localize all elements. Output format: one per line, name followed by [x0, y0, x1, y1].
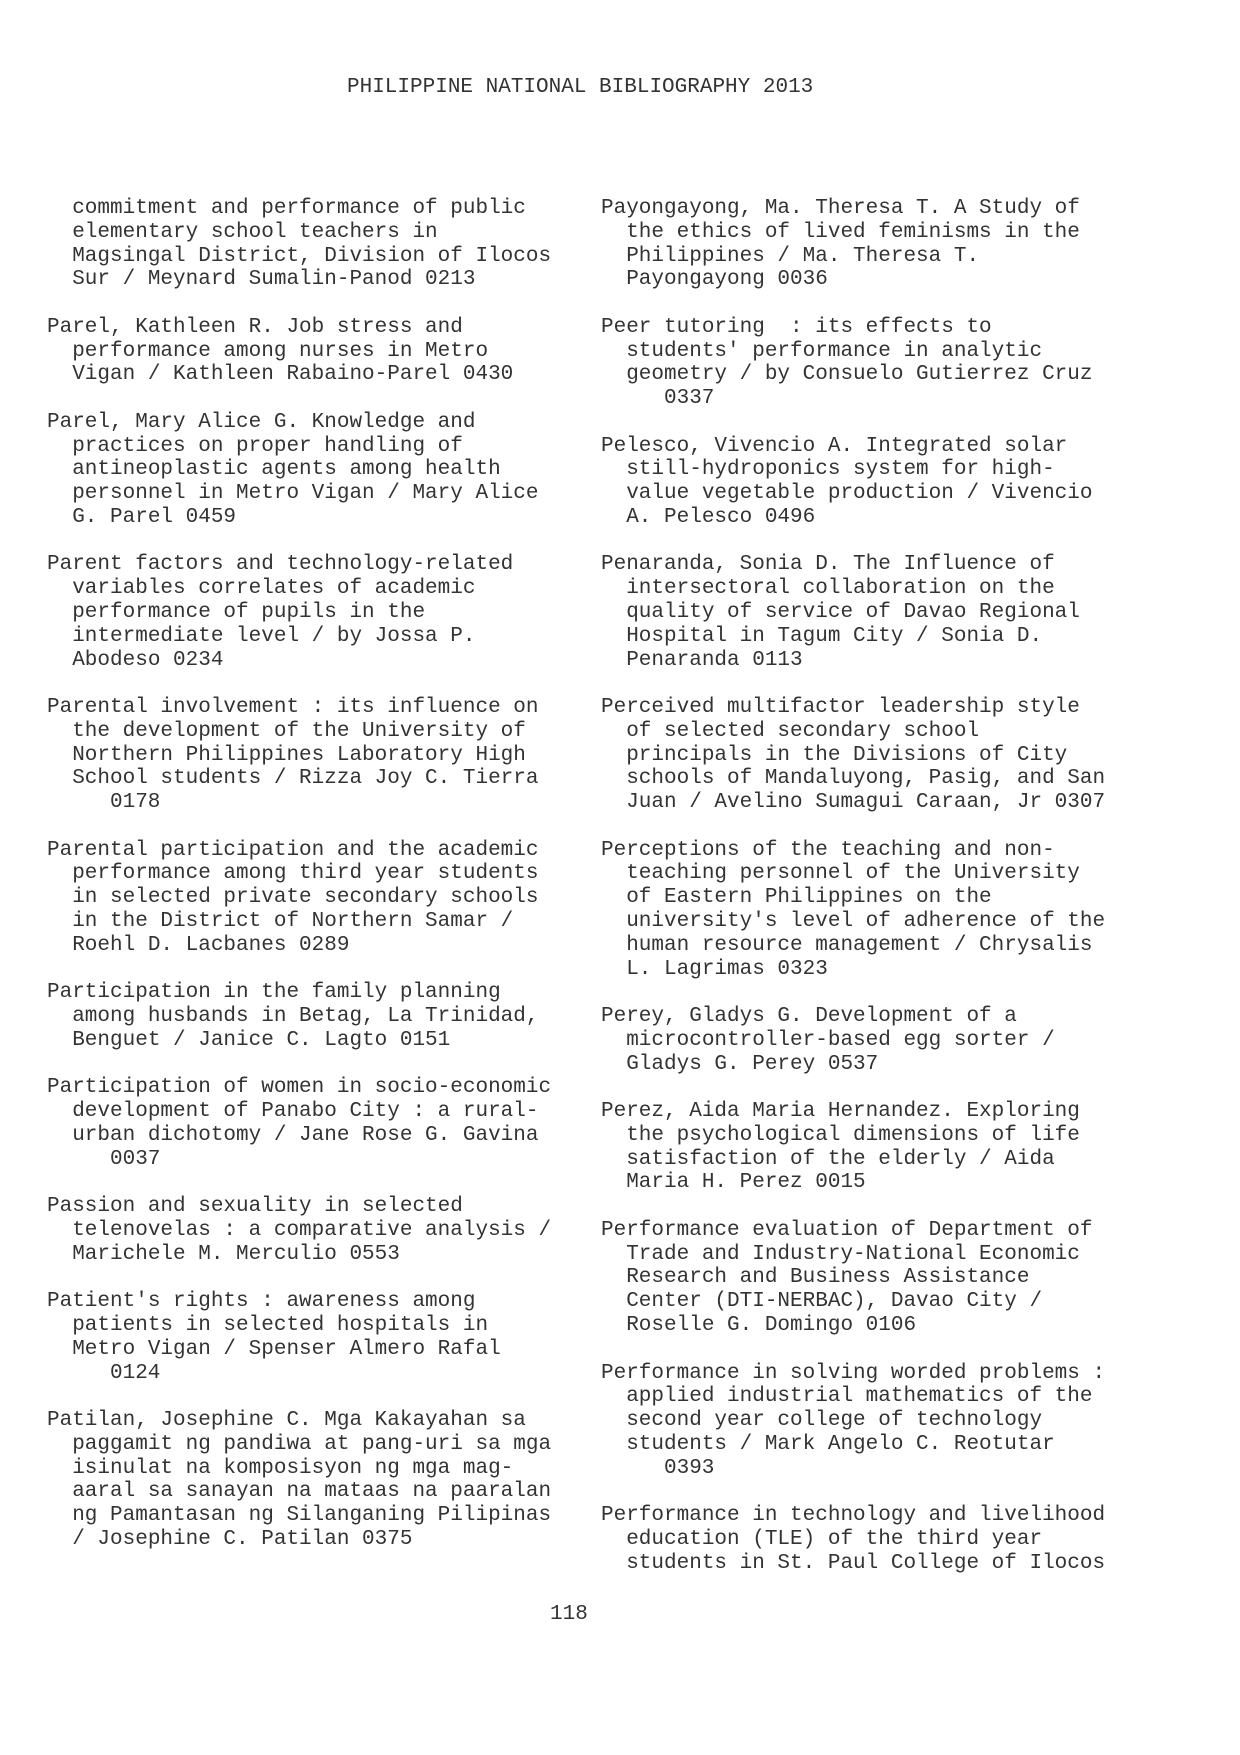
entry-line: of Eastern Philippines on the	[626, 886, 992, 910]
entry-line: Marichele M. Merculio 0553	[72, 1242, 400, 1266]
entry-line: / Josephine C. Patilan 0375	[72, 1527, 413, 1551]
bibliography-entry	[47, 553, 607, 672]
entry-line: Payongayong 0036	[626, 268, 828, 292]
entry-line: students / Mark Angelo C. Reotutar	[626, 1432, 1055, 1456]
bibliography-entry	[601, 839, 1201, 982]
control-number-line: 0124	[110, 1361, 161, 1385]
entry-heading-line: Perceptions of the teaching and non-	[601, 838, 1055, 862]
bibliography-entry	[47, 411, 607, 530]
entry-line: geometry / by Consuelo Gutierrez Cruz	[626, 363, 1093, 387]
control-number-line: 0037	[110, 1147, 161, 1171]
entry-line: satisfaction of the elderly / Aida	[626, 1147, 1055, 1171]
entry-line: performance of pupils in the	[72, 601, 426, 625]
entry-line: value vegetable production / Vivencio	[626, 482, 1093, 506]
entry-heading-line: Parental participation and the academic	[47, 838, 539, 862]
entry-line: among husbands in Betag, La Trinidad,	[72, 1005, 539, 1029]
entry-line: Penaranda 0113	[626, 648, 803, 672]
entry-line: paggamit ng pandiwa at pang-uri sa mga	[72, 1432, 552, 1456]
entry-line: Center (DTI-NERBAC), Davao City /	[626, 1290, 1043, 1314]
entry-line: quality of service of Davao Regional	[626, 601, 1080, 625]
entry-line: in selected private secondary schools	[72, 886, 539, 910]
entry-line: Philippines / Ma. Theresa T.	[626, 244, 980, 268]
entry-line: Sur / Meynard Sumalin-Panod 0213	[72, 268, 476, 292]
entry-line: in the District of Northern Samar /	[72, 909, 514, 933]
entry-line: Abodeso 0234	[72, 648, 224, 672]
entry-heading-line: Pelesco, Vivencio A. Integrated solar	[601, 434, 1068, 458]
entry-line: Hospital in Tagum City / Sonia D.	[626, 624, 1043, 648]
bibliography-entry	[47, 197, 607, 292]
entry-heading-line: Penaranda, Sonia D. The Influence of	[601, 553, 1055, 577]
entry-line: still-hydroponics system for high-	[626, 458, 1055, 482]
entry-line: Juan / Avelino Sumagui Caraan, Jr 0307	[626, 791, 1106, 815]
entry-line: students in St. Paul College of Ilocos	[626, 1551, 1106, 1575]
bibliography-entry	[47, 981, 607, 1052]
entry-line: applied industrial mathematics of the	[626, 1385, 1093, 1409]
entry-heading-line: Parent factors and technology-related	[47, 553, 514, 577]
entry-line: antineoplastic agents among health	[72, 458, 501, 482]
entry-heading-line: Performance in solving worded problems :	[601, 1361, 1106, 1385]
entry-line: variables correlates of academic	[72, 577, 476, 601]
entry-line: Roselle G. Domingo 0106	[626, 1313, 917, 1337]
entry-line: education (TLE) of the third year	[626, 1527, 1043, 1551]
entry-line: the development of the University of	[72, 719, 526, 743]
entry-heading-line: Parental involvement : its influence on	[47, 696, 539, 720]
entry-line: ng Pamantasan ng Silanganing Pilipinas	[72, 1504, 552, 1528]
entry-line: the psychological dimensions of life	[626, 1123, 1080, 1147]
bibliography-entry	[601, 435, 1201, 530]
entry-line: Trade and Industry-National Economic	[626, 1242, 1080, 1266]
entry-line: urban dichotomy / Jane Rose G. Gavina	[72, 1123, 539, 1147]
entry-heading-line: Performance in technology and livelihood	[601, 1504, 1106, 1528]
entry-line: Vigan / Kathleen Rabaino-Parel 0430	[72, 363, 514, 387]
entry-line: Magsingal District, Division of Ilocos	[72, 244, 552, 268]
entry-line: commitment and performance of public	[72, 197, 526, 220]
entry-line: students' performance in analytic	[626, 339, 1043, 363]
entry-line: human resource management / Chrysalis	[626, 933, 1093, 957]
bibliography-entry	[47, 1195, 607, 1266]
entry-heading-line: Perez, Aida Maria Hernandez. Exploring	[601, 1100, 1080, 1124]
bibliography-entry	[601, 1219, 1201, 1338]
entry-line: performance among nurses in Metro	[72, 339, 489, 363]
entry-line: aaral sa sanayan na mataas na paaralan	[72, 1480, 552, 1504]
entry-line: development of Panabo City : a rural-	[72, 1100, 539, 1124]
bibliography-entry	[601, 1362, 1201, 1481]
entry-line: principals in the Divisions of City	[626, 743, 1068, 767]
entry-heading-line: Perey, Gladys G. Development of a	[601, 1005, 1017, 1029]
entry-line: elementary school teachers in	[72, 220, 438, 244]
bibliography-entry	[47, 1076, 607, 1171]
entry-line: practices on proper handling of	[72, 434, 463, 458]
entry-line: schools of Mandaluyong, Pasig, and San	[626, 767, 1106, 791]
entry-line: performance among third year students	[72, 862, 539, 886]
bibliography-entry	[47, 696, 607, 815]
bibliography-entry	[601, 1504, 1201, 1575]
entry-heading-line: Parel, Mary Alice G. Knowledge and	[47, 410, 476, 434]
entry-line: Roehl D. Lacbanes 0289	[72, 933, 350, 957]
page-number: 118	[550, 1603, 588, 1626]
control-number-line: 0337	[664, 387, 715, 411]
entry-heading-line: Participation in the family planning	[47, 981, 501, 1005]
entry-heading-line: Performance evaluation of Department of	[601, 1218, 1093, 1242]
entry-line: the ethics of lived feminisms in the	[626, 220, 1080, 244]
entry-line: microcontroller-based egg sorter /	[626, 1028, 1055, 1052]
entry-line: intersectoral collaboration on the	[626, 577, 1055, 601]
entry-line: Gladys G. Perey 0537	[626, 1052, 879, 1076]
bibliography-entry	[47, 1409, 607, 1552]
entry-line: L. Lagrimas 0323	[626, 957, 828, 981]
control-number-line: 0393	[664, 1456, 715, 1480]
entry-line: of selected secondary school	[626, 719, 980, 743]
bibliography-entry	[601, 1005, 1201, 1076]
bibliography-entry	[47, 316, 607, 387]
bibliography-entry	[601, 553, 1201, 672]
bibliography-entry	[47, 839, 607, 958]
right-column	[601, 197, 1201, 1599]
control-number-line: 0178	[110, 791, 161, 815]
bibliography-entry	[47, 1290, 607, 1385]
entry-line: personnel in Metro Vigan / Mary Alice	[72, 482, 539, 506]
entry-heading-line: Participation of women in socio-economic	[47, 1076, 552, 1100]
entry-line: teaching personnel of the University	[626, 862, 1080, 886]
entry-line: Benguet / Janice C. Lagto 0151	[72, 1028, 451, 1052]
entry-heading-line: Payongayong, Ma. Theresa T. A Study of	[601, 197, 1080, 220]
entry-line: second year college of technology	[626, 1409, 1043, 1433]
entry-heading-line: Parel, Kathleen R. Job stress and	[47, 315, 463, 339]
entry-line: intermediate level / by Jossa P.	[72, 624, 476, 648]
entry-line: Northern Philippines Laboratory High	[72, 743, 526, 767]
bibliography-entry	[601, 1100, 1201, 1195]
entry-heading-line: Passion and sexuality in selected	[47, 1195, 463, 1219]
bibliography-entry	[601, 197, 1201, 292]
entry-heading-line: Peer tutoring : its effects to	[601, 315, 992, 339]
entry-line: telenovelas : a comparative analysis /	[72, 1218, 552, 1242]
entry-line: Metro Vigan / Spenser Almero Rafal	[72, 1337, 501, 1361]
entry-line: A. Pelesco 0496	[626, 505, 816, 529]
entry-line: School students / Rizza Joy C. Tierra	[72, 767, 539, 791]
entry-heading-line: Patient's rights : awareness among	[47, 1290, 476, 1314]
entry-line: patients in selected hospitals in	[72, 1313, 489, 1337]
entry-line: Research and Business Assistance	[626, 1266, 1030, 1290]
running-head: PHILIPPINE NATIONAL BIBLIOGRAPHY 2013	[347, 76, 814, 99]
bibliography-entry	[601, 696, 1201, 815]
entry-line: isinulat na komposisyon ng mga mag-	[72, 1456, 514, 1480]
entry-line: G. Parel 0459	[72, 505, 237, 529]
entry-heading-line: Perceived multifactor leadership style	[601, 696, 1080, 720]
entry-line: Maria H. Perez 0015	[626, 1171, 866, 1195]
entry-heading-line: Patilan, Josephine C. Mga Kakayahan sa	[47, 1409, 526, 1433]
bibliography-entry	[601, 316, 1201, 411]
entry-line: university's level of adherence of the	[626, 909, 1106, 933]
left-column	[47, 197, 607, 1575]
